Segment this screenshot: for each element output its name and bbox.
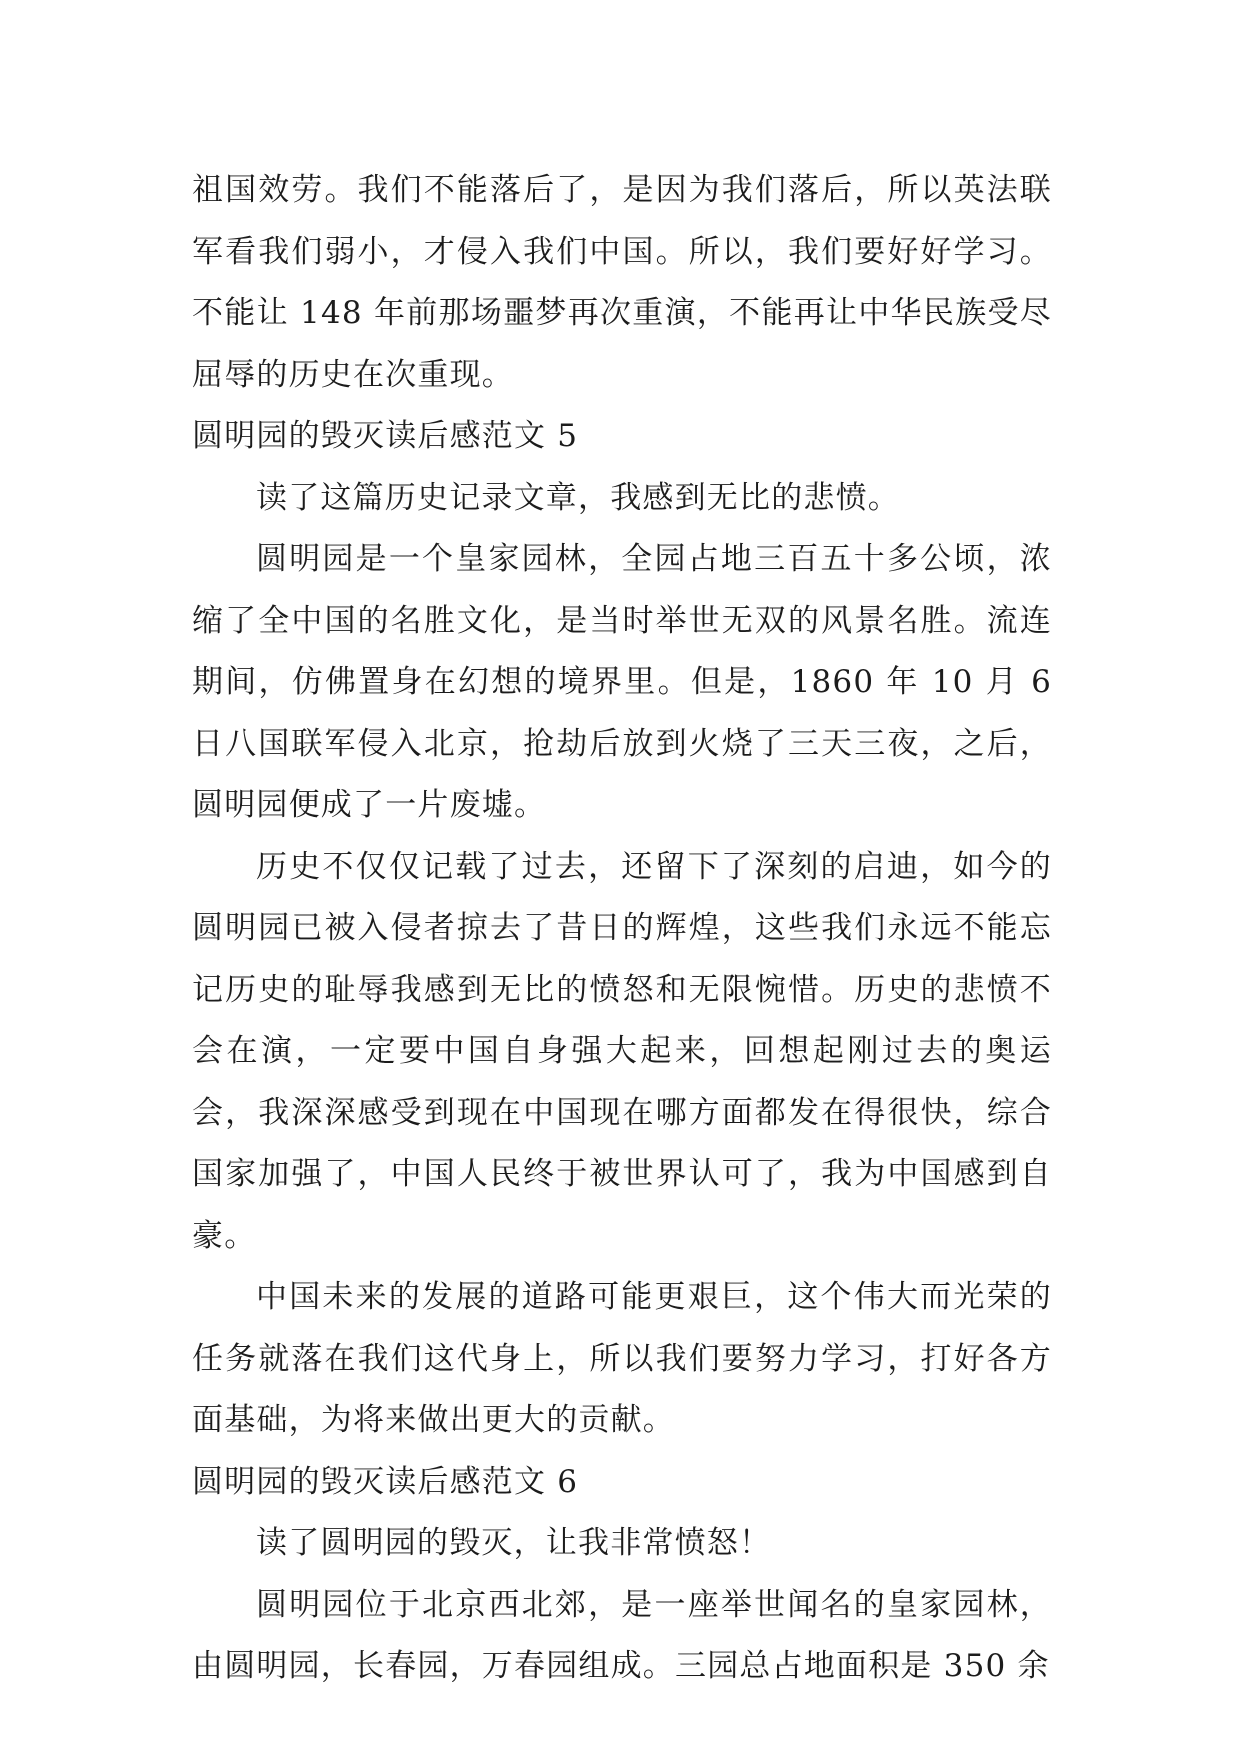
paragraph: 读了这篇历史记录文章，我感到无比的悲愤。: [256, 479, 900, 516]
paragraph: 历史不仅仅记载了过去，还留下了深刻的启迪，如今的圆明园已被入侵者掠去了昔日的辉煌，这些我们永远不能忘记历史的耻辱我感到无比的愤怒和无限惋惜。历史的悲愤不会在演，一定要中国自身强大起来，回想起刚过去的奥运会，我深深感受到现在中国现在哪方面都发在得很快，综合国家加强了，中国人民终于被世界认可了，我为中国感到自豪。: [192, 848, 1052, 1254]
document-body: [192, 160, 1052, 1698]
section-heading-5: 圆明园的毁灭读后感范文 5: [192, 418, 579, 454]
paragraph: 中国未来的发展的道路可能更艰巨，这个伟大而光荣的任务就落在我们这代身上，所以我们要努力学习，打好各方面基础，为将来做出更大的贡献。: [192, 1279, 1052, 1438]
paragraph: 圆明园是一个皇家园林，全园占地三百五十多公顷，浓缩了全中国的名胜文化，是当时举世无双的风景名胜。流连期间，仿佛置身在幻想的境界里。但是，1860 年 10 月 6 日八国联军侵入北京，抢劫后放到火烧了三天三夜，之后，圆明园便成了一片废墟。: [192, 541, 1052, 823]
paragraph: 读了圆明园的毁灭，让我非常愤怒！: [256, 1525, 772, 1561]
paragraph-continuation: 祖国效劳。我们不能落后了，是因为我们落后，所以英法联军看我们弱小，才侵入我们中国。所以，我们要好好学习。不能让 148 年前那场噩梦再次重演，不能再让中华民族受尽屈辱的历史在次重现。: [192, 172, 1052, 393]
paragraph: 圆明园位于北京西北郊，是一座举世闻名的皇家园林，由圆明园，长春园，万春园组成。三园总占地面积是 350 余: [192, 1586, 1052, 1684]
section-heading-6: 圆明园的毁灭读后感范文 6: [192, 1463, 579, 1500]
